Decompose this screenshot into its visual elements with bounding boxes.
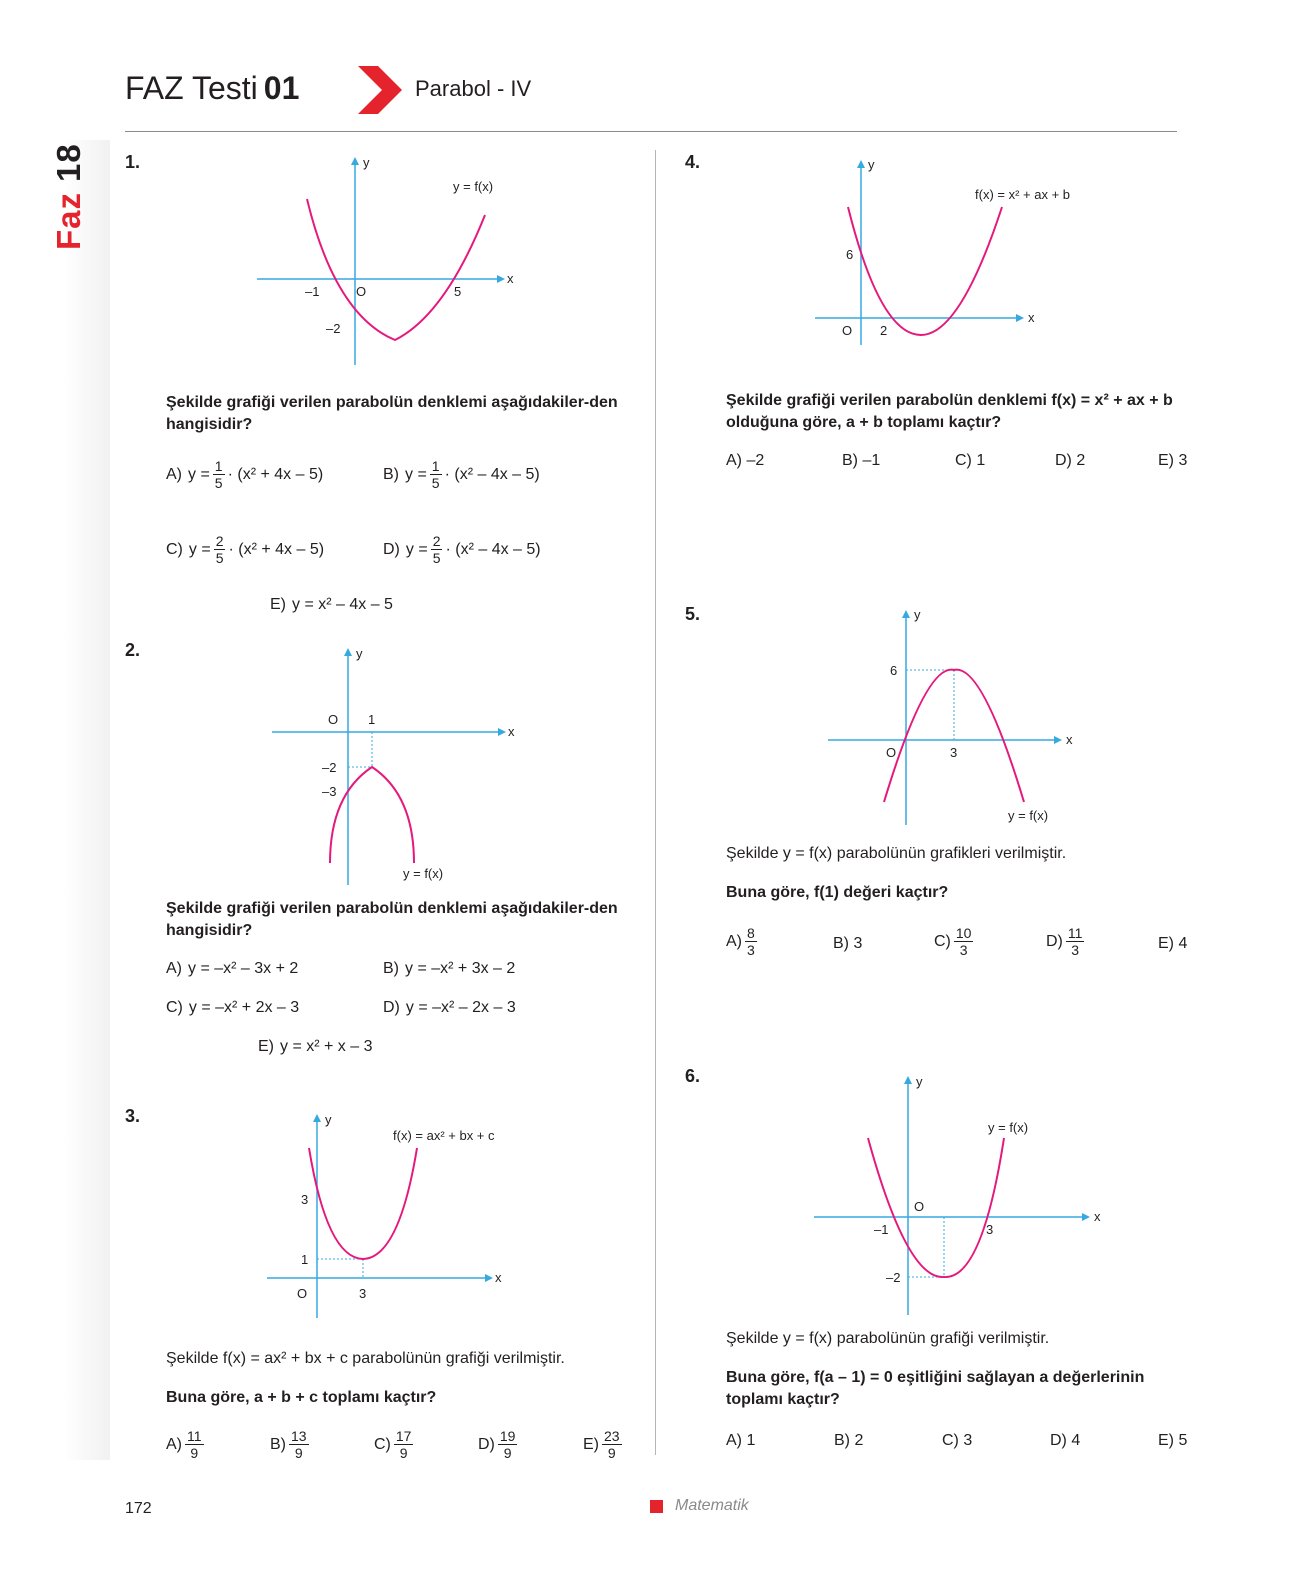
q4-fn-label: f(x) = x² + ax + b xyxy=(975,187,1071,202)
q3-parabola xyxy=(309,1148,417,1259)
option-letter: C) xyxy=(934,932,951,950)
q5-y-label: y xyxy=(914,607,921,622)
q5-option-a[interactable] xyxy=(726,925,760,958)
numerator: 17 xyxy=(395,1428,412,1444)
q3-origin: O xyxy=(297,1286,308,1301)
q5-tick-6: 6 xyxy=(890,663,898,678)
numerator: 23 xyxy=(604,1428,620,1444)
q2-option-a[interactable] xyxy=(166,960,298,978)
fraction xyxy=(954,925,974,958)
fraction xyxy=(289,1428,309,1461)
q3-tick-y1: 1 xyxy=(301,1252,309,1267)
q3-tick-x3: 3 xyxy=(359,1286,367,1301)
q4-stem: Şekilde grafiği verilen parabolün denklemi f(x) = x² + ax + b olduğuna göre, a + b toplamı kaçtır? xyxy=(726,392,1173,431)
q3-option-c[interactable] xyxy=(374,1428,416,1461)
q5-option-e[interactable]: E) 4 xyxy=(1158,935,1188,952)
q6-option-e[interactable]: E) 5 xyxy=(1158,1432,1188,1449)
arrow-right-icon xyxy=(498,728,506,736)
q1-option-e[interactable] xyxy=(270,596,393,614)
denominator: 5 xyxy=(432,550,441,566)
arrow-up-icon xyxy=(313,1114,321,1122)
numerator: 1 xyxy=(214,458,223,474)
q4-option-b[interactable]: B) –1 xyxy=(842,452,881,469)
arrow-right-icon xyxy=(497,275,505,283)
option-lhs: y = xyxy=(405,465,427,483)
arrow-up-icon xyxy=(351,157,359,165)
q6-tick-3: 3 xyxy=(986,1222,994,1237)
q6-question: Buna göre, f(a – 1) = 0 eşitliğini sağlayan a değerlerinin toplamı kaçtır? xyxy=(726,1369,1145,1408)
denominator: 9 xyxy=(294,1445,303,1461)
denominator: 9 xyxy=(190,1445,199,1461)
option-text: y = x² – 4x – 5 xyxy=(292,596,393,613)
option-letter: A) xyxy=(166,465,182,483)
side-tab-label xyxy=(50,143,88,250)
q4-tick-2: 2 xyxy=(880,323,888,338)
q3-graph xyxy=(265,1108,525,1323)
header-divider xyxy=(125,131,1177,132)
fraction xyxy=(185,1428,204,1461)
option-text: y = x² + x – 3 xyxy=(280,1038,373,1055)
denominator: 9 xyxy=(503,1445,512,1461)
page-number: 172 xyxy=(125,1500,152,1517)
denominator: 9 xyxy=(607,1445,616,1461)
side-strip xyxy=(64,140,110,1460)
q6-parabola xyxy=(868,1138,1004,1277)
q5-number: 5. xyxy=(685,604,701,624)
option-lhs: y = xyxy=(405,540,428,558)
q1-option-d[interactable] xyxy=(383,533,541,566)
q4-option-c[interactable]: C) 1 xyxy=(955,452,986,469)
q5-origin: O xyxy=(886,745,897,760)
q2-tick-m3: –3 xyxy=(322,784,337,799)
q3-option-d[interactable] xyxy=(478,1428,520,1461)
option-lhs: y = xyxy=(188,540,211,558)
fraction xyxy=(430,458,442,491)
page-topic: Parabol - IV xyxy=(415,76,532,101)
numerator: 10 xyxy=(955,925,972,941)
q3-option-a[interactable] xyxy=(166,1428,207,1461)
q1-option-a[interactable] xyxy=(166,458,323,491)
fraction xyxy=(213,458,225,491)
option-letter: E) xyxy=(583,1435,599,1453)
option-letter: D) xyxy=(383,999,400,1016)
q3-number: 3. xyxy=(125,1106,141,1126)
q6-option-b[interactable]: B) 2 xyxy=(834,1432,864,1449)
fraction xyxy=(431,533,443,566)
fraction xyxy=(214,533,226,566)
denominator: 3 xyxy=(1071,942,1080,958)
q1-tick-m2: –2 xyxy=(326,321,341,336)
q6-graph xyxy=(812,1070,1112,1320)
q2-origin: O xyxy=(328,712,339,727)
q5-stem: Şekilde y = f(x) parabolünün grafikleri verilmiştir. xyxy=(726,845,1067,862)
option-text: y = –x² – 3x + 2 xyxy=(188,960,299,977)
option-letter: D) xyxy=(478,1435,495,1453)
option-rhs: · (x² – 4x – 5) xyxy=(445,540,541,558)
option-letter: C) xyxy=(166,540,183,558)
arrow-up-icon xyxy=(904,1076,912,1084)
q5-option-c[interactable] xyxy=(934,925,976,958)
numerator: 11 xyxy=(187,1428,202,1444)
q5-x-label: x xyxy=(1066,732,1073,747)
page-title xyxy=(125,70,299,107)
q4-tick-6: 6 xyxy=(846,247,854,262)
arrow-up-icon xyxy=(902,610,910,618)
q3-y-label: y xyxy=(325,1112,332,1127)
fraction xyxy=(498,1428,518,1461)
q6-stem: Şekilde y = f(x) parabolünün grafiği verilmiştir. xyxy=(726,1330,1050,1347)
q6-option-c[interactable]: C) 3 xyxy=(942,1432,973,1449)
q3-stem: Şekilde f(x) = ax² + bx + c parabolünün grafiği verilmiştir. xyxy=(166,1350,565,1367)
q2-x-label: x xyxy=(508,724,515,739)
fraction xyxy=(745,925,757,958)
option-letter: A) xyxy=(166,960,182,977)
q1-y-label: y xyxy=(363,155,370,170)
q4-parabola xyxy=(848,207,1002,335)
fraction xyxy=(1066,925,1085,958)
q2-option-d[interactable] xyxy=(383,999,516,1017)
option-text: y = –x² + 3x – 2 xyxy=(405,960,516,977)
q5-fn-label: y = f(x) xyxy=(1008,808,1049,823)
square-icon xyxy=(650,1500,663,1513)
q6-tick-m2: –2 xyxy=(886,1270,901,1285)
q2-tick-1: 1 xyxy=(368,712,376,727)
q5-option-b[interactable]: B) 3 xyxy=(833,935,863,952)
arrow-up-icon xyxy=(857,160,865,168)
page-title-number: 01 xyxy=(263,70,300,106)
q6-tick-m1: –1 xyxy=(874,1222,889,1237)
side-faz: Faz xyxy=(50,191,87,250)
q2-option-c[interactable] xyxy=(166,999,299,1017)
q6-y-label: y xyxy=(916,1074,923,1089)
q2-stem: Şekilde grafiği verilen parabolün denklemi aşağıdakiler-den hangisidir? xyxy=(166,900,618,939)
q3-fn-label: f(x) = ax² + bx + c xyxy=(393,1128,495,1143)
q4-origin: O xyxy=(842,323,853,338)
q1-parabola xyxy=(307,199,485,340)
fraction xyxy=(602,1428,622,1461)
q6-fn-label: y = f(x) xyxy=(988,1120,1029,1135)
q2-option-b[interactable] xyxy=(383,960,515,978)
q5-question: Buna göre, f(1) değeri kaçtır? xyxy=(726,884,949,901)
option-letter: A) xyxy=(166,1435,182,1453)
column-divider xyxy=(655,150,656,1455)
subject-label: Matematik xyxy=(675,1497,749,1514)
chevron-right-icon xyxy=(358,66,402,114)
q2-tick-m2: –2 xyxy=(322,760,337,775)
q2-y-label: y xyxy=(356,646,363,661)
q1-stem: Şekilde grafiği verilen parabolün denklemi aşağıdakiler-den hangisidir? xyxy=(166,394,618,433)
q1-tick-5: 5 xyxy=(454,284,462,299)
q3-option-e[interactable] xyxy=(583,1428,625,1461)
denominator: 3 xyxy=(747,942,755,958)
q4-graph xyxy=(810,155,1110,350)
q3-tick-y3: 3 xyxy=(301,1192,309,1207)
denominator: 5 xyxy=(215,550,224,566)
denominator: 9 xyxy=(399,1445,408,1461)
arrow-right-icon xyxy=(1082,1213,1090,1221)
option-letter: B) xyxy=(383,465,399,483)
q1-graph xyxy=(255,155,525,370)
q1-tick-m1: –1 xyxy=(305,284,320,299)
arrow-up-icon xyxy=(344,648,352,656)
q6-origin: O xyxy=(914,1199,925,1214)
numerator: 1 xyxy=(431,458,440,474)
q2-fn-label: y = f(x) xyxy=(403,866,444,881)
q4-option-e[interactable]: E) 3 xyxy=(1158,452,1188,469)
fraction xyxy=(394,1428,414,1461)
q1-origin: O xyxy=(356,284,367,299)
arrow-right-icon xyxy=(485,1274,493,1282)
q5-option-d[interactable] xyxy=(1046,925,1087,958)
option-rhs: · (x² + 4x – 5) xyxy=(228,540,325,558)
option-rhs: · (x² + 4x – 5) xyxy=(227,465,324,483)
numerator: 2 xyxy=(215,533,224,549)
arrow-right-icon xyxy=(1016,314,1024,322)
numerator: 13 xyxy=(291,1428,307,1444)
option-letter: C) xyxy=(166,999,183,1016)
q4-option-a[interactable]: A) –2 xyxy=(726,452,765,469)
arrow-right-icon xyxy=(1054,736,1062,744)
numerator: 19 xyxy=(499,1428,516,1444)
side-number: 18 xyxy=(50,143,87,182)
q6-number: 6. xyxy=(685,1066,701,1086)
q3-option-b[interactable] xyxy=(270,1428,312,1461)
q6-option-d[interactable]: D) 4 xyxy=(1050,1432,1081,1449)
q2-graph xyxy=(270,645,520,890)
q6-x-label: x xyxy=(1094,1209,1101,1224)
q1-fn-label: y = f(x) xyxy=(453,179,494,194)
option-letter: D) xyxy=(1046,932,1063,950)
q1-number: 1. xyxy=(125,152,141,172)
option-letter: E) xyxy=(270,596,286,613)
q1-option-b[interactable] xyxy=(383,458,540,491)
q4-number: 4. xyxy=(685,152,701,172)
q2-option-e[interactable] xyxy=(258,1038,372,1056)
q3-question: Buna göre, a + b + c toplamı kaçtır? xyxy=(166,1389,437,1406)
q4-y-label: y xyxy=(868,157,875,172)
option-letter: D) xyxy=(383,540,400,558)
q2-parabola xyxy=(330,767,414,863)
q4-option-d[interactable]: D) 2 xyxy=(1055,452,1086,469)
option-lhs: y = xyxy=(188,465,210,483)
numerator: 8 xyxy=(747,925,755,941)
q1-option-c[interactable] xyxy=(166,533,324,566)
option-letter: C) xyxy=(374,1435,391,1453)
page-title-text: FAZ Testi xyxy=(125,70,258,106)
q2-number: 2. xyxy=(125,640,141,660)
denominator: 3 xyxy=(959,942,968,958)
option-letter: B) xyxy=(383,960,399,977)
option-text: y = –x² – 2x – 3 xyxy=(405,999,516,1016)
denominator: 5 xyxy=(431,475,440,491)
option-letter: B) xyxy=(270,1435,286,1453)
numerator: 2 xyxy=(432,533,441,549)
q4-x-label: x xyxy=(1028,310,1035,325)
q5-tick-3: 3 xyxy=(950,745,958,760)
q5-graph xyxy=(826,605,1096,825)
option-letter: E) xyxy=(258,1038,274,1055)
q1-x-label: x xyxy=(507,271,514,286)
option-text: y = –x² + 2x – 3 xyxy=(188,999,300,1016)
option-rhs: · (x² – 4x – 5) xyxy=(444,465,540,483)
q6-option-a[interactable]: A) 1 xyxy=(726,1432,756,1449)
numerator: 11 xyxy=(1067,925,1083,941)
option-letter: A) xyxy=(726,932,742,950)
denominator: 5 xyxy=(214,475,223,491)
q3-x-label: x xyxy=(495,1270,502,1285)
